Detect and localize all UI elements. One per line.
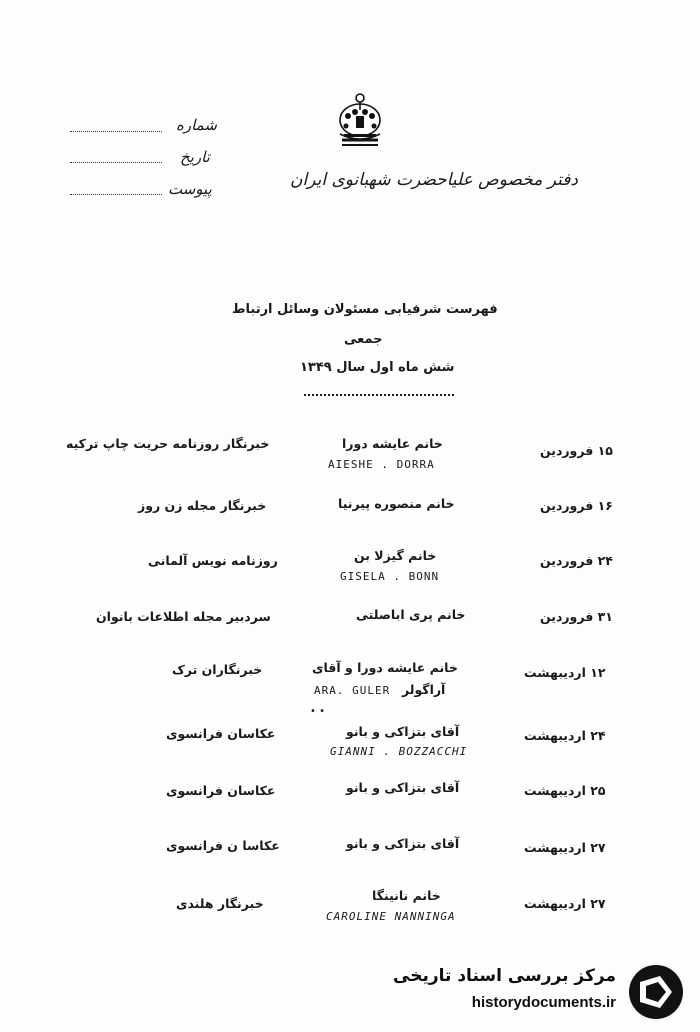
watermark-url: historydocuments.ir bbox=[471, 994, 616, 1011]
row-latin-name: CAROLINE NANNINGA bbox=[326, 910, 456, 923]
row-latin-name: ARA. GULER bbox=[314, 684, 391, 697]
row-latin-name: GIANNI . BOZZACCHI bbox=[330, 745, 468, 758]
row-name: آقای بتزاکی و بانو bbox=[346, 780, 460, 795]
field-date-line bbox=[70, 162, 162, 163]
row-date: ۱۲ اردیبهشت bbox=[524, 665, 606, 680]
row-date: ۱۵ فروردین bbox=[540, 443, 613, 458]
title-underline bbox=[304, 394, 454, 396]
row-name: خانم منصوره پیرنیا bbox=[338, 496, 455, 511]
row-name: آقای بتزاکی و بانو bbox=[346, 724, 460, 739]
row-date: ۲۵ اردیبهشت bbox=[524, 783, 606, 798]
row-name: خانم نانینگا bbox=[372, 888, 441, 903]
field-attachment-label: پیوست bbox=[168, 180, 212, 198]
stray-dots: • • bbox=[310, 706, 325, 717]
row-name: خانم عایشه دورا و آقای bbox=[312, 660, 458, 675]
row-date: ۳۱ فروردین bbox=[540, 609, 613, 624]
row-description: سردبیر مجله اطلاعات بانوان bbox=[96, 609, 271, 624]
row-latin-name: AIESHE . DORRA bbox=[328, 458, 435, 471]
row-name-continued: آراگولر bbox=[402, 682, 446, 697]
watermark-logo-icon bbox=[626, 962, 686, 1022]
row-name: خانم پری اباصلتی bbox=[356, 607, 466, 622]
field-number-label: شماره bbox=[176, 116, 217, 134]
title-line-3: شش ماه اول سال ۱۳۴۹ bbox=[300, 360, 455, 375]
row-name: خانم گیزلا بن bbox=[354, 548, 437, 563]
row-date: ۱۶ فروردین bbox=[540, 498, 613, 513]
crown-emblem-icon bbox=[328, 90, 392, 152]
field-number-line bbox=[70, 131, 162, 132]
row-description: روزنامه نویس آلمانی bbox=[148, 553, 278, 568]
office-name: دفتر مخصوص علیاحضرت شهبانوی ایران bbox=[290, 170, 578, 190]
row-date: ۲۴ اردیبهشت bbox=[524, 728, 606, 743]
row-description: خبرنگار روزنامه حریت چاپ ترکیه bbox=[66, 436, 270, 451]
watermark-title: مرکز بررسی اسناد تاریخی bbox=[393, 966, 616, 986]
row-description: خبرنگار هلندی bbox=[176, 896, 264, 911]
row-description: عکاسان فرانسوی bbox=[166, 783, 276, 798]
row-name: خانم عایشه دورا bbox=[342, 436, 443, 451]
title-line-1: فهرست شرفیابی مسئولان وسائل ارتباط bbox=[232, 302, 498, 317]
row-description: خبرنگار مجله زن روز bbox=[138, 498, 267, 513]
row-name: آقای بتزاکی و بانو bbox=[346, 836, 460, 851]
row-date: ۲۷ اردیبهشت bbox=[524, 840, 606, 855]
row-date: ۲۷ اردیبهشت bbox=[524, 896, 606, 911]
watermark bbox=[393, 962, 686, 1022]
title-line-2: جمعی bbox=[344, 332, 383, 347]
row-date: ۲۴ فروردین bbox=[540, 553, 613, 568]
row-description: عکاسا ن فرانسوی bbox=[166, 838, 280, 853]
field-attachment-line bbox=[70, 194, 162, 195]
row-latin-name: GISELA . BONN bbox=[340, 570, 440, 583]
row-description: خبرنگاران ترک bbox=[172, 662, 263, 677]
row-description: عکاسان فرانسوی bbox=[166, 726, 276, 741]
field-date-label: تاریخ bbox=[180, 148, 210, 166]
